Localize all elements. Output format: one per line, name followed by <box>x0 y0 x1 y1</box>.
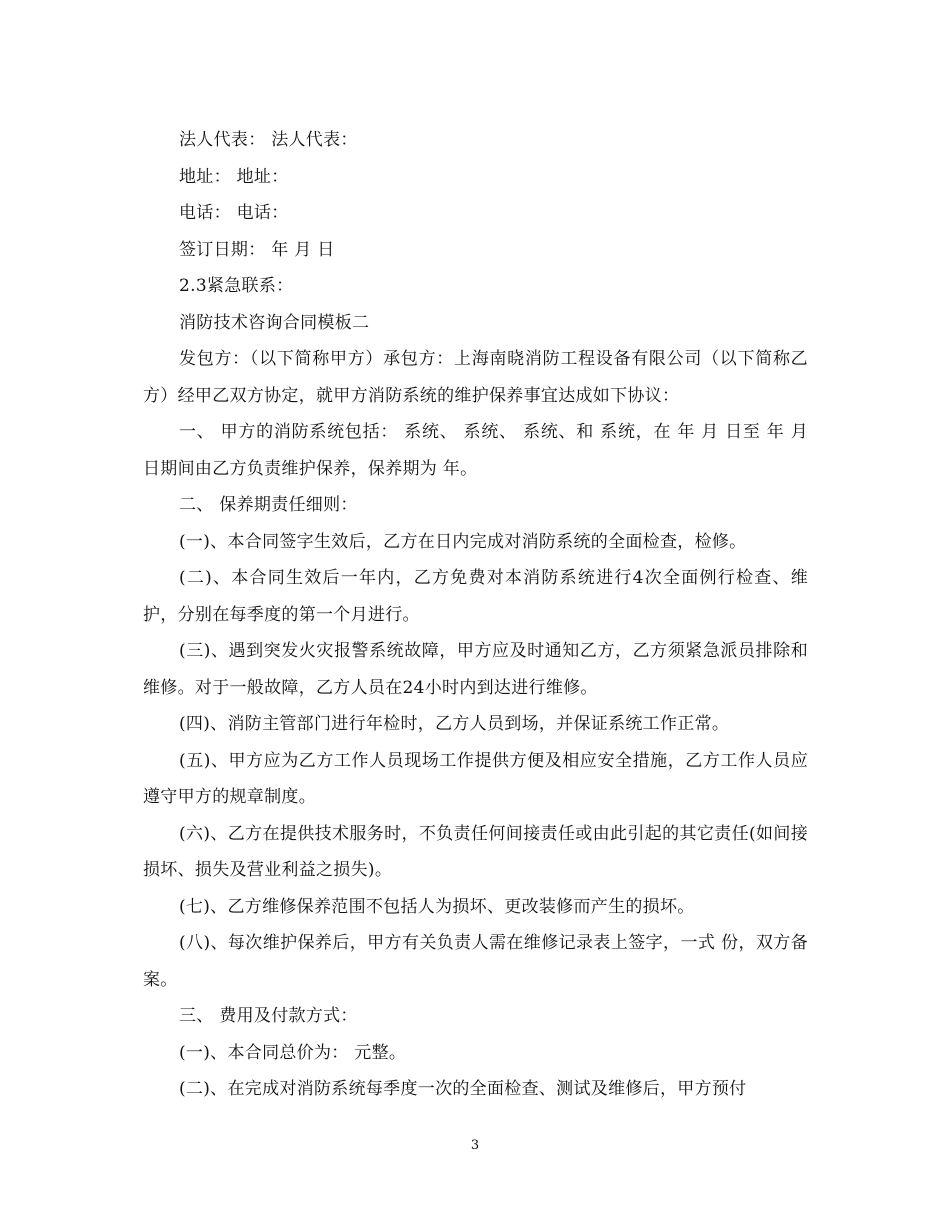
signatory-representative-line: 法人代表： 法人代表： <box>179 130 358 150</box>
clause-1-system-scope: 一、 甲方的消防系统包括： 系统、 系统、 系统、和 系统，在 年 月 日至 年 月 日期间由乙方负责维护保养，保养期为 年。 <box>143 422 808 479</box>
clause-2-item-6: (六)、乙方在提供技术服务时，不负责任何间接责任或由此引起的其它责任(如间接损坏、损失及营业利益之损失)。 <box>143 823 808 880</box>
clause-2-item-8: (八)、每次维护保养后，甲方有关负责人需在维修记录表上签字，一式 份，双方备案。 <box>143 933 808 990</box>
signatory-phone-line: 电话： 电话： <box>179 203 289 223</box>
signatory-address-line: 地址： 地址： <box>179 166 289 187</box>
clause-2-item-1: (一)、本合同签字生效后，乙方在日内完成对消防系统的全面检查，检修。 <box>179 531 747 552</box>
clause-2-item-7: (七)、乙方维修保养范围不包括人为损坏、更改装修而产生的损坏。 <box>179 896 695 917</box>
emergency-contact-heading: 2.3紧急联系： <box>179 276 294 296</box>
clause-3-heading: 三、 费用及付款方式： <box>179 1006 358 1026</box>
clause-2-item-3: (三)、遇到突发火灾报警系统故障，甲方应及时通知乙方，乙方须紧急派员排除和维修。对于一般故障，乙方人员在24小时内到达进行维修。 <box>143 641 808 698</box>
clause-3-item-1: (一)、本合同总价为： 元整。 <box>179 1042 407 1063</box>
signing-date-line: 签订日期： 年 月 日 <box>179 239 335 260</box>
clause-3-item-2: (二)、在完成对消防系统每季度一次的全面检查、测试及维修后，甲方预付 <box>179 1079 747 1099</box>
clause-2-item-5: (五)、甲方应为乙方工作人员现场工作提供方便及相应安全措施，乙方工作人员应遵守甲方的规章制度。 <box>143 750 808 807</box>
document-body <box>143 122 808 1108</box>
template-title: 消防技术咨询合同模板二 <box>179 312 370 333</box>
clause-2-heading: 二、 保养期责任细则： <box>179 495 358 515</box>
clause-2-item-2: (二)、本合同生效后一年内，乙方免费对本消防系统进行4次全面例行检查、维护，分别在每季度的第一个月进行。 <box>143 568 808 625</box>
clause-2-item-4: (四)、消防主管部门进行年检时，乙方人员到场，并保证系统工作正常。 <box>179 714 730 734</box>
page-number: 3 <box>470 1138 480 1153</box>
parties-paragraph: 发包方：（以下简称甲方）承包方：上海南晓消防工程设备有限公司（以下简称乙方）经甲乙双方协定，就甲方消防系统的维护保养事宜达成如下协议： <box>143 349 808 406</box>
